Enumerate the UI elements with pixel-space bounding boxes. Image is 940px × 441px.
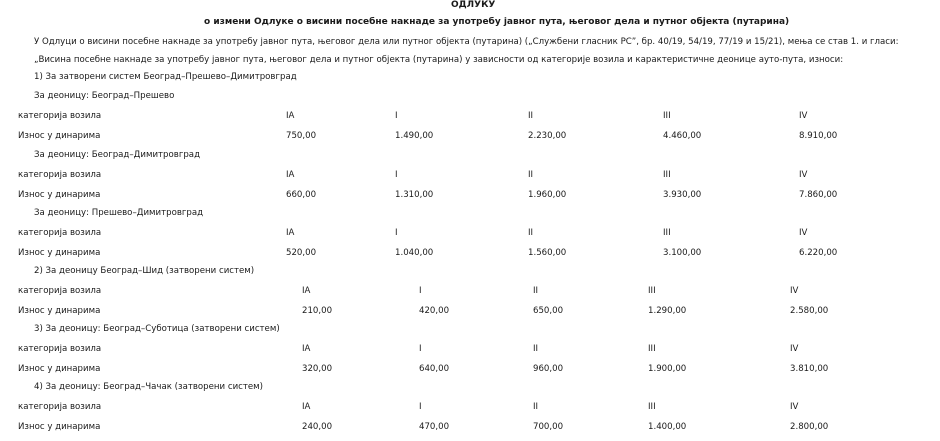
quote-paragraph: „Висина посебне накнаде за употребу јавног пута, његовог дела и путног објекта (путарина) у зависности од категорије возила и карактеристичне деонице ауто-пута, износи: [34,55,844,65]
category-cell: I [395,228,398,238]
category-cell: I [419,402,422,412]
amount-cell: 640,00 [419,364,450,374]
category-cell: IV [790,344,799,354]
amount-cell: 1.900,00 [648,364,687,374]
document-subtitle: о измени Одлуке о висини посебне накнаде за употребу јавног пута, његовог дела и путног објекта (путарина) [204,17,790,27]
category-cell: IV [790,402,799,412]
category-cell: I [419,344,422,354]
amount-cell: 700,00 [533,422,564,432]
amount-cell: 6.220,00 [799,248,838,258]
amount-cell: 750,00 [286,131,317,141]
category-cell: II [533,344,539,354]
amount-cell: 1.040,00 [395,248,434,258]
amount-cell: 3.930,00 [663,190,702,200]
amount-cell: 960,00 [533,364,564,374]
category-cell: I [395,170,398,180]
amount-cell: 1.310,00 [395,190,434,200]
amount-cell: 1.960,00 [528,190,567,200]
category-cell: II [528,111,534,121]
section-heading-1: 1) За затворени систем Београд–Прешево–Димитровград [34,72,297,82]
document-title: ОДЛУКУ [451,0,496,10]
amount-cell: 2.230,00 [528,131,567,141]
category-row-label: категорија возила [18,402,102,412]
amount-cell: 660,00 [286,190,317,200]
amount-cell: 1.290,00 [648,306,687,316]
subsection-heading: За деоницу: Београд–Димитровград [34,150,201,160]
intro-paragraph: У Одлуци о висини посебне накнаде за употребу јавног пута, његовог дела или путног објекта (путарина) („Службени гласник РС”, бр. 40/19, 54/19, 77/19 и 15/21), мења се став 1. и гласи: [34,37,899,47]
amount-cell: 240,00 [302,422,333,432]
amount-cell: 470,00 [419,422,450,432]
category-cell: IV [799,170,808,180]
category-cell: III [648,344,656,354]
amount-cell: 420,00 [419,306,450,316]
amount-row-label: Износ у динарима [18,364,101,374]
amount-row-label: Износ у динарима [18,422,101,432]
category-cell: I [419,286,422,296]
amount-cell: 3.100,00 [663,248,702,258]
category-cell: IA [286,111,295,121]
subsection-heading: За деоницу: Београд–Прешево [34,91,175,101]
amount-cell: 650,00 [533,306,564,316]
category-cell: IV [799,111,808,121]
amount-cell: 1.490,00 [395,131,434,141]
category-cell: IV [790,286,799,296]
amount-cell: 2.800,00 [790,422,829,432]
amount-cell: 2.580,00 [790,306,829,316]
category-row-label: категорија возила [18,111,102,121]
category-cell: III [648,402,656,412]
category-row-label: категорија возила [18,344,102,354]
category-cell: II [528,228,534,238]
category-cell: III [663,170,671,180]
category-cell: III [648,286,656,296]
amount-cell: 8.910,00 [799,131,838,141]
amount-cell: 320,00 [302,364,333,374]
category-cell: IA [302,344,311,354]
category-cell: IA [286,228,295,238]
category-cell: IV [799,228,808,238]
amount-cell: 1.400,00 [648,422,687,432]
category-cell: IA [302,402,311,412]
category-row-label: категорија возила [18,170,102,180]
category-cell: I [395,111,398,121]
amount-cell: 520,00 [286,248,317,258]
amount-row-label: Износ у динарима [18,190,101,200]
category-row-label: категорија возила [18,286,102,296]
amount-cell: 4.460,00 [663,131,702,141]
amount-row-label: Износ у динарима [18,248,101,258]
category-cell: II [528,170,534,180]
category-cell: III [663,228,671,238]
category-cell: IA [286,170,295,180]
amount-row-label: Износ у динарима [18,306,101,316]
category-cell: III [663,111,671,121]
category-cell: II [533,286,539,296]
category-row-label: категорија возила [18,228,102,238]
category-cell: II [533,402,539,412]
subsection-heading: За деоницу: Прешево–Димитровград [34,208,204,218]
amount-cell: 3.810,00 [790,364,829,374]
section-heading-2: 2) За деоницу Београд–Шид (затворени систем) [34,266,255,276]
section-heading-3: 3) За деоницу: Београд–Суботица (затворени систем) [34,324,280,334]
amount-row-label: Износ у динарима [18,131,101,141]
category-cell: IA [302,286,311,296]
amount-cell: 210,00 [302,306,333,316]
amount-cell: 7.860,00 [799,190,838,200]
section-heading-4: 4) За деоницу: Београд–Чачак (затворени систем) [34,382,264,392]
amount-cell: 1.560,00 [528,248,567,258]
